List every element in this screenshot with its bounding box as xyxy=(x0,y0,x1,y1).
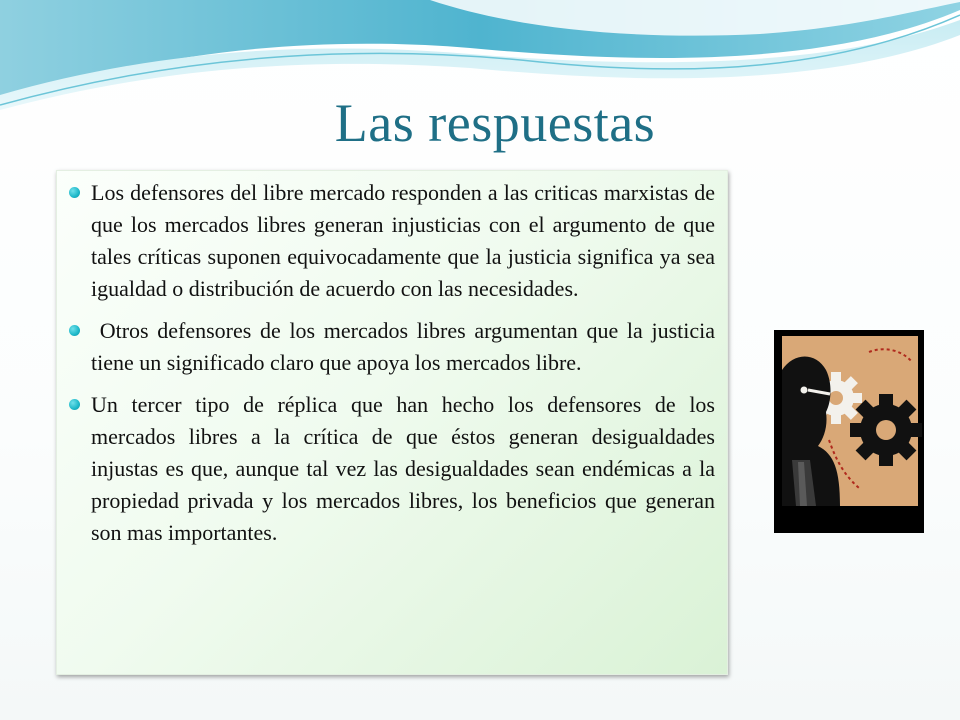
bullet-text: Los defensores del libre mercado responden a las criticas marxistas de que los mercados libres generan injusticias con el argumento de que tales críticas suponen equivocadamente que la justicia significa ya sea igualdad o distribución de acuerdo con las necesidades. xyxy=(91,180,715,301)
bullet-item xyxy=(69,177,715,305)
bullet-list xyxy=(69,177,721,549)
bullet-text: Un tercer tipo de réplica que han hecho los defensores de los mercados libres a la crítica de que éstos generan desigualdades injustas es que, aunque tal vez las desigualdades sean endémicas a la propiedad privada y los mercados libres, los beneficios que generan son mas importantes. xyxy=(91,392,715,545)
bullet-icon xyxy=(69,325,80,336)
bullet-icon xyxy=(69,187,80,198)
bullet-text: Otros defensores de los mercados libres argumentan que la justicia tiene un significado claro que apoya los mercados libre. xyxy=(91,318,721,375)
slide-title: Las respuestas xyxy=(334,93,656,153)
bullet-icon xyxy=(69,399,80,410)
content-box xyxy=(56,170,728,675)
person-with-gears-clipart xyxy=(774,330,924,533)
bullet-item xyxy=(69,315,721,379)
bullet-item xyxy=(69,389,715,549)
